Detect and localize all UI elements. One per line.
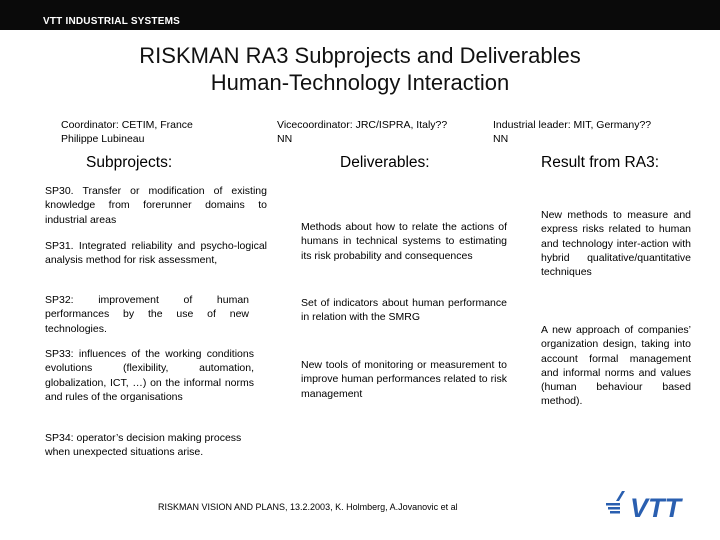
vtt-logo [606,487,698,523]
result-2: A new approach of companies’ organization design, taking into account formal management and informal norms and values (human behaviour based method). [541,324,691,408]
vice-line-1: Vicecoordinator: JRC/ISPRA, Italy?? [277,119,448,131]
title-line-2: Human-Technology Interaction [210,70,510,95]
logo-text: VTT [630,493,681,523]
industrial-line-2: NN [493,133,509,145]
vice-line-2: NN [277,133,293,145]
subproject-sp33: SP33: influences of the working conditions evolutions (flexibility, automation, globalization, ICT, …) on the informal norms and rules of the organisations [45,348,254,403]
deliverable-2: Set of indicators about human performance in relation with the SMRG [301,297,507,324]
title-line-1: RISKMAN RA3 Subprojects and Deliverables [139,43,581,68]
deliverable-3: New tools of monitoring or measurement to improve human performances related to risk management [301,359,507,400]
logo-mark-icon [606,491,625,514]
coordinator-line-1: Coordinator: CETIM, France [61,119,193,131]
result-heading: Result from RA3: [541,154,660,171]
vice-coordinator-info [277,118,447,146]
industrial-line-1: Industrial leader: MIT, Germany?? [493,119,652,131]
coordinator-line-2: Philippe Lubineau [61,133,145,145]
subprojects-heading: Subprojects: [86,154,173,171]
header-bar [0,0,720,30]
subproject-sp34: SP34: operator’s decision making process when unexpected situations arise. [45,432,242,459]
subproject-sp30: SP30. Transfer or modification of existing knowledge from forerunner domains to industrial areas [45,185,267,226]
coordinator-info [61,118,193,146]
slide-title [0,42,720,96]
deliverables-heading: Deliverables: [340,154,430,171]
subproject-sp32: SP32: improvement of human performances by the use of new technologies. [45,294,249,335]
industrial-leader-info [493,118,651,146]
deliverable-1: Methods about how to relate the actions of humans in technical systems to estimating its risk probability and consequences [301,221,507,262]
org-label: VTT INDUSTRIAL SYSTEMS [43,16,181,27]
subproject-sp31: SP31. Integrated reliability and psycho-logical analysis method for risk assessment, [45,240,267,267]
footer-citation: RISKMAN VISION AND PLANS, 13.2.2003, K. Holmberg, A.Jovanovic et al [158,502,458,512]
result-1: New methods to measure and express risks related to human and technology inter-action with hybrid qualitative/quantitative techniques [541,209,691,279]
